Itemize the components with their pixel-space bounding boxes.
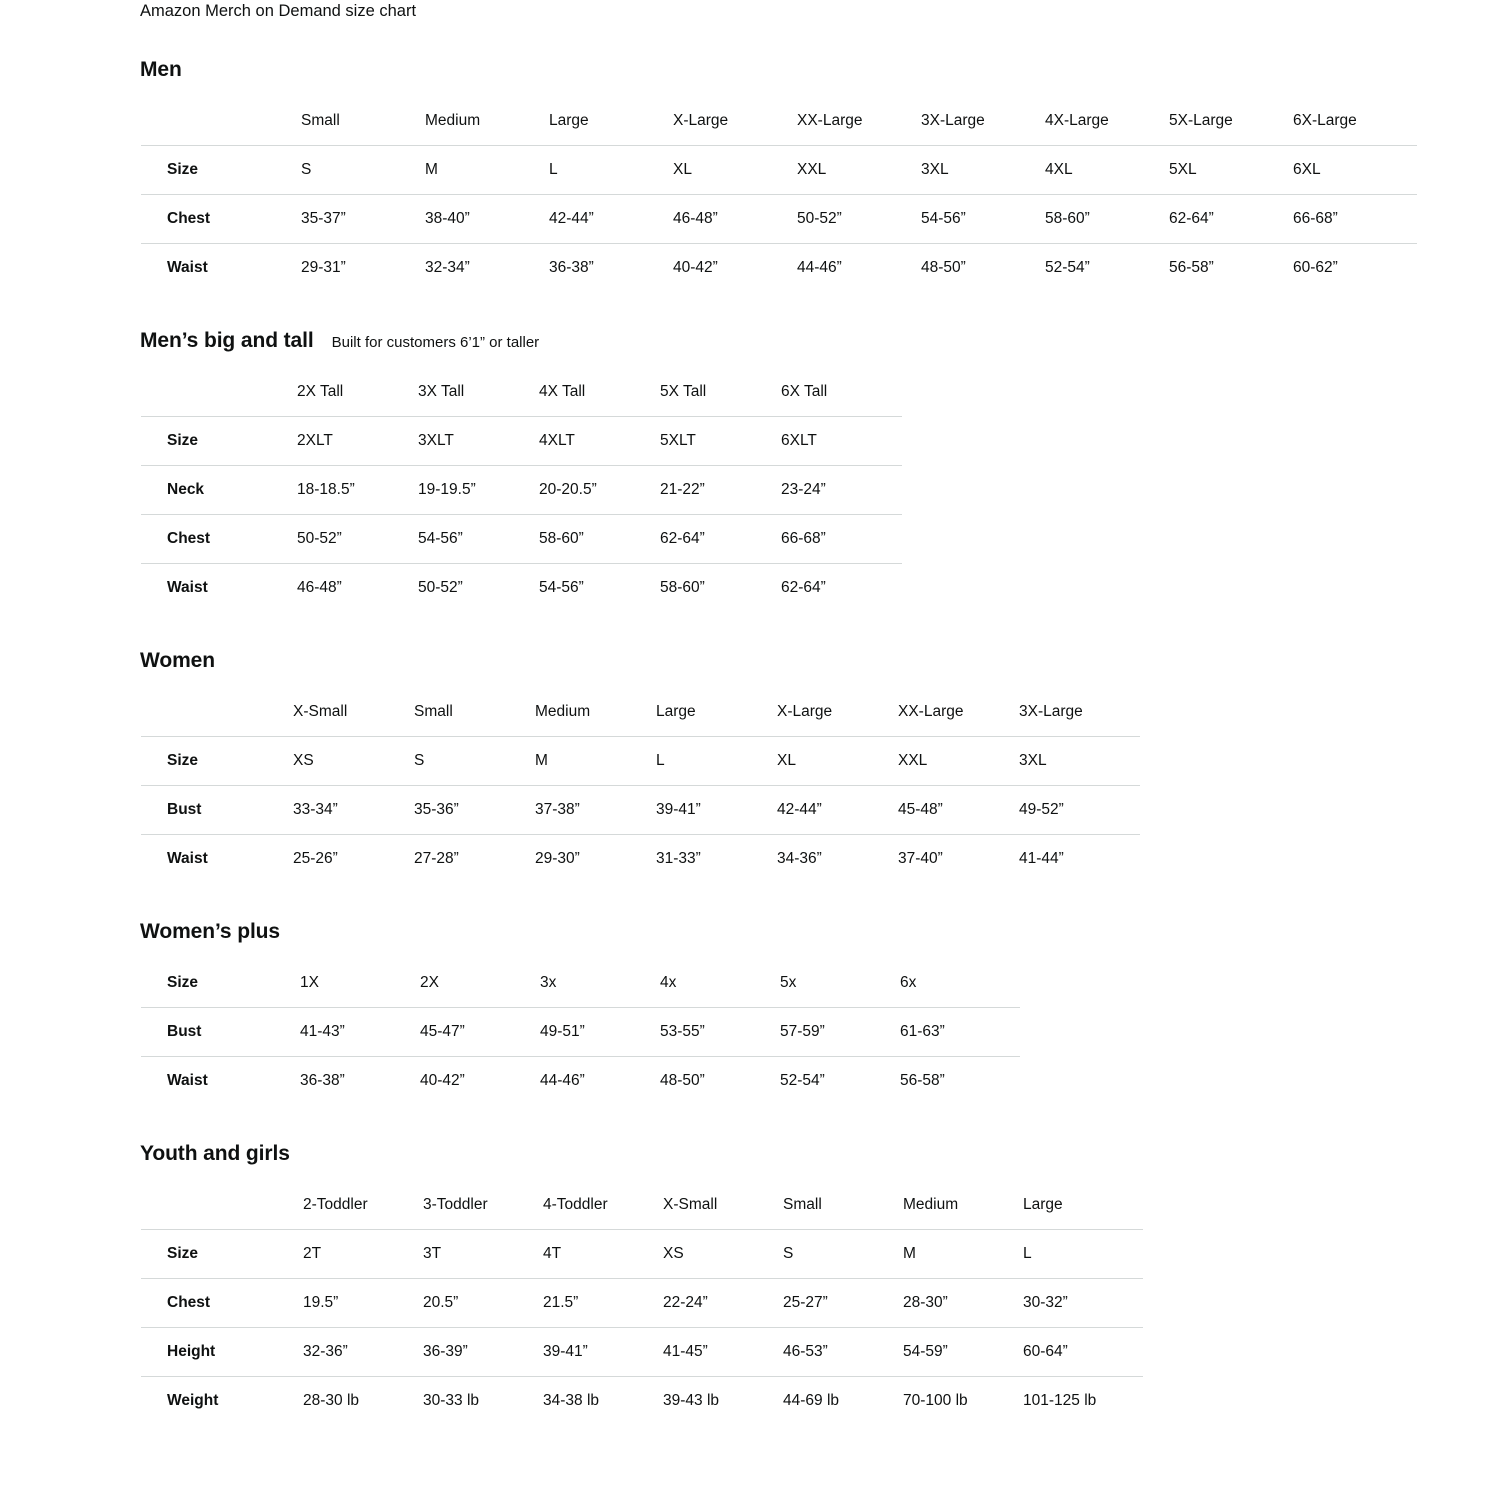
table-cell: 54-56” [539, 564, 660, 613]
section-womens-plus-title: Women’s plus [140, 920, 280, 943]
table-cell: 58-60” [539, 515, 660, 564]
table-cell: 42-44” [777, 786, 898, 835]
table-cell: 70-100 lb [903, 1377, 1023, 1426]
column-header: 6X Tall [781, 383, 828, 400]
table-cell: 3T [423, 1230, 543, 1279]
row-header: Size [167, 974, 199, 991]
column-header: Medium [425, 112, 481, 129]
column-header: 2-Toddler [303, 1196, 368, 1213]
row-header [141, 368, 298, 417]
table-cell: 28-30 lb [303, 1377, 423, 1426]
table-cell: M [903, 1230, 1023, 1279]
table-cell: 4XLT [539, 417, 660, 466]
table-row [141, 417, 903, 466]
row-header [141, 97, 302, 146]
row-header [141, 1181, 304, 1230]
section-youth-and-girls-header [140, 1142, 1499, 1166]
table-cell: 45-48” [898, 786, 1019, 835]
table-row [141, 97, 1418, 146]
table-cell: 46-48” [673, 195, 797, 244]
table-row [141, 564, 903, 613]
column-header: Small [414, 703, 453, 720]
column-header: 3-Toddler [423, 1196, 488, 1213]
table-cell: 48-50” [921, 244, 1045, 293]
column-header: 6x [900, 974, 917, 991]
table-cell: 60-62” [1293, 244, 1418, 293]
section-youth-and-girls-title: Youth and girls [140, 1142, 290, 1165]
table-row [141, 1008, 1021, 1057]
column-header: Medium [903, 1196, 959, 1213]
table-cell: 29-30” [535, 835, 656, 884]
table-cell: 3XL [921, 146, 1045, 195]
section-women [0, 649, 1499, 884]
table-cell: 58-60” [660, 564, 781, 613]
section-womens-plus [0, 920, 1499, 1106]
table-cell: 52-54” [1045, 244, 1169, 293]
table-cell: 30-32” [1023, 1279, 1144, 1328]
table-cell: L [549, 146, 673, 195]
table-cell: 32-34” [425, 244, 549, 293]
section-men-header [140, 58, 1499, 82]
section-women-header [140, 649, 1499, 673]
column-header: Large [656, 703, 696, 720]
column-header: 3X-Large [1019, 703, 1083, 720]
table-cell: 46-48” [297, 564, 418, 613]
table-cell: 35-37” [301, 195, 425, 244]
table-cell: 37-38” [535, 786, 656, 835]
table-cell: 57-59” [780, 1008, 900, 1057]
table-cell: L [1023, 1230, 1144, 1279]
table-cell: 20-20.5” [539, 466, 660, 515]
table-cell: 34-38 lb [543, 1377, 663, 1426]
table-row [141, 737, 1141, 786]
table-cell: 6XLT [781, 417, 903, 466]
table-cell: 40-42” [673, 244, 797, 293]
men-size-table [140, 96, 1418, 293]
table-cell: 60-64” [1023, 1328, 1144, 1377]
table-cell: 19-19.5” [418, 466, 539, 515]
column-header: 3x [540, 974, 557, 991]
table-cell: 37-40” [898, 835, 1019, 884]
table-cell: S [783, 1230, 903, 1279]
table-cell: 28-30” [903, 1279, 1023, 1328]
row-header: Chest [141, 515, 298, 564]
table-cell: 4XL [1045, 146, 1169, 195]
section-mens-big-and-tall [0, 329, 1499, 613]
row-header: Bust [141, 786, 294, 835]
table-cell: 25-26” [293, 835, 414, 884]
table-cell: 62-64” [781, 564, 903, 613]
table-cell: 66-68” [1293, 195, 1418, 244]
table-cell: 50-52” [418, 564, 539, 613]
table-cell: 30-33 lb [423, 1377, 543, 1426]
table-cell: 5XLT [660, 417, 781, 466]
section-mens-big-and-tall-header [140, 329, 1499, 353]
table-cell: XS [663, 1230, 783, 1279]
column-header: 4X-Large [1045, 112, 1109, 129]
table-row [141, 244, 1418, 293]
column-header: 4X Tall [539, 383, 586, 400]
table-cell: 4T [543, 1230, 663, 1279]
table-row [141, 1057, 1021, 1106]
column-header: XX-Large [898, 703, 964, 720]
table-cell: 66-68” [781, 515, 903, 564]
table-cell: 44-69 lb [783, 1377, 903, 1426]
row-header: Height [141, 1328, 304, 1377]
table-row [141, 466, 903, 515]
table-cell: 49-52” [1019, 786, 1141, 835]
table-cell: 31-33” [656, 835, 777, 884]
row-header: Waist [141, 564, 298, 613]
column-header: 6X-Large [1293, 112, 1357, 129]
column-header: 2X [420, 974, 439, 991]
row-header: Waist [141, 835, 294, 884]
table-cell: S [301, 146, 425, 195]
column-header: X-Small [293, 703, 348, 720]
table-cell: 54-56” [921, 195, 1045, 244]
section-men-title: Men [140, 58, 182, 81]
table-cell: 2T [303, 1230, 423, 1279]
table-cell: 25-27” [783, 1279, 903, 1328]
row-header [141, 688, 294, 737]
row-header: Chest [141, 195, 302, 244]
table-cell: 50-52” [297, 515, 418, 564]
table-row [141, 835, 1141, 884]
row-header: Size [141, 417, 298, 466]
table-cell: 38-40” [425, 195, 549, 244]
youth-and-girls-size-table [140, 1180, 1144, 1426]
column-header: 3X-Large [921, 112, 985, 129]
table-cell: 50-52” [797, 195, 921, 244]
table-cell: 54-56” [418, 515, 539, 564]
table-cell: 52-54” [780, 1057, 900, 1106]
row-header: Chest [141, 1279, 304, 1328]
section-mens-big-and-tall-title: Men’s big and tall [140, 329, 314, 352]
table-cell: 36-38” [549, 244, 673, 293]
section-youth-and-girls [0, 1142, 1499, 1426]
table-cell: 40-42” [420, 1057, 540, 1106]
section-mens-big-and-tall-note: Built for customers 6’1” or taller [331, 334, 540, 351]
table-cell: 54-59” [903, 1328, 1023, 1377]
table-cell: 39-41” [543, 1328, 663, 1377]
table-cell: 53-55” [660, 1008, 780, 1057]
table-cell: 41-43” [300, 1008, 420, 1057]
table-cell: 56-58” [1169, 244, 1293, 293]
row-header: Waist [141, 244, 302, 293]
table-row [141, 786, 1141, 835]
table-cell: 46-53” [783, 1328, 903, 1377]
table-row [141, 1181, 1144, 1230]
table-cell: XL [673, 146, 797, 195]
table-cell: 58-60” [1045, 195, 1169, 244]
column-header: Medium [535, 703, 591, 720]
table-cell: L [656, 737, 777, 786]
row-header: Size [141, 737, 294, 786]
women-size-table [140, 687, 1141, 884]
row-header: Size [141, 146, 302, 195]
table-cell: 61-63” [900, 1008, 1021, 1057]
column-header: X-Small [663, 1196, 718, 1213]
table-cell: 6XL [1293, 146, 1418, 195]
table-cell: 44-46” [540, 1057, 660, 1106]
column-header: 2X Tall [297, 383, 344, 400]
table-cell: 49-51” [540, 1008, 660, 1057]
section-men [0, 58, 1499, 293]
table-cell: XXL [898, 737, 1019, 786]
table-cell: S [414, 737, 535, 786]
table-cell: 41-44” [1019, 835, 1141, 884]
column-header: 4-Toddler [543, 1196, 608, 1213]
column-header: X-Large [777, 703, 833, 720]
table-cell: 101-125 lb [1023, 1377, 1144, 1426]
column-header: 1X [300, 974, 319, 991]
table-row [141, 1279, 1144, 1328]
table-cell: 56-58” [900, 1057, 1021, 1106]
column-header: 4x [660, 974, 677, 991]
row-header: Waist [141, 1057, 301, 1106]
column-header: 5x [780, 974, 797, 991]
column-header: 3X Tall [418, 383, 465, 400]
table-cell: 21-22” [660, 466, 781, 515]
table-row [141, 1328, 1144, 1377]
table-cell: 48-50” [660, 1057, 780, 1106]
table-cell: XXL [797, 146, 921, 195]
womens-plus-size-table [140, 958, 1021, 1106]
column-header: 5X Tall [660, 383, 707, 400]
table-row [141, 146, 1418, 195]
table-cell: 62-64” [1169, 195, 1293, 244]
column-header: Small [301, 112, 340, 129]
table-cell: 34-36” [777, 835, 898, 884]
table-row [141, 515, 903, 564]
row-header: Bust [141, 1008, 301, 1057]
table-row [141, 195, 1418, 244]
row-header: Weight [141, 1377, 304, 1426]
row-header: Size [141, 1230, 304, 1279]
table-cell: 45-47” [420, 1008, 540, 1057]
page-title: Amazon Merch on Demand size chart [140, 2, 417, 20]
table-cell: XL [777, 737, 898, 786]
table-cell: XS [293, 737, 414, 786]
table-cell: M [535, 737, 656, 786]
table-row [141, 959, 1021, 1008]
table-cell: 32-36” [303, 1328, 423, 1377]
table-cell: 33-34” [293, 786, 414, 835]
column-header: Small [783, 1196, 822, 1213]
table-cell: 21.5” [543, 1279, 663, 1328]
section-womens-plus-header [140, 920, 1499, 944]
table-cell: 19.5” [303, 1279, 423, 1328]
mens-big-and-tall-size-table [140, 367, 903, 613]
table-cell: 23-24” [781, 466, 903, 515]
table-cell: 62-64” [660, 515, 781, 564]
column-header: XX-Large [797, 112, 863, 129]
table-cell: 36-38” [300, 1057, 420, 1106]
column-header: 5X-Large [1169, 112, 1233, 129]
column-header: Large [549, 112, 589, 129]
table-cell: 3XL [1019, 737, 1141, 786]
table-cell: 20.5” [423, 1279, 543, 1328]
table-cell: 18-18.5” [297, 466, 418, 515]
column-header: Large [1023, 1196, 1063, 1213]
table-cell: 27-28” [414, 835, 535, 884]
table-cell: 36-39” [423, 1328, 543, 1377]
table-row [141, 1377, 1144, 1426]
table-cell: 5XL [1169, 146, 1293, 195]
section-women-title: Women [140, 649, 215, 672]
table-cell: 41-45” [663, 1328, 783, 1377]
table-row [141, 1230, 1144, 1279]
table-cell: 35-36” [414, 786, 535, 835]
column-header: X-Large [673, 112, 729, 129]
table-cell: 39-41” [656, 786, 777, 835]
table-row [141, 688, 1141, 737]
table-cell: 42-44” [549, 195, 673, 244]
table-cell: 44-46” [797, 244, 921, 293]
table-cell: 39-43 lb [663, 1377, 783, 1426]
row-header: Neck [141, 466, 298, 515]
table-cell: M [425, 146, 549, 195]
table-row [141, 368, 903, 417]
table-cell: 3XLT [418, 417, 539, 466]
table-cell: 29-31” [301, 244, 425, 293]
table-cell: 22-24” [663, 1279, 783, 1328]
table-cell: 2XLT [297, 417, 418, 466]
